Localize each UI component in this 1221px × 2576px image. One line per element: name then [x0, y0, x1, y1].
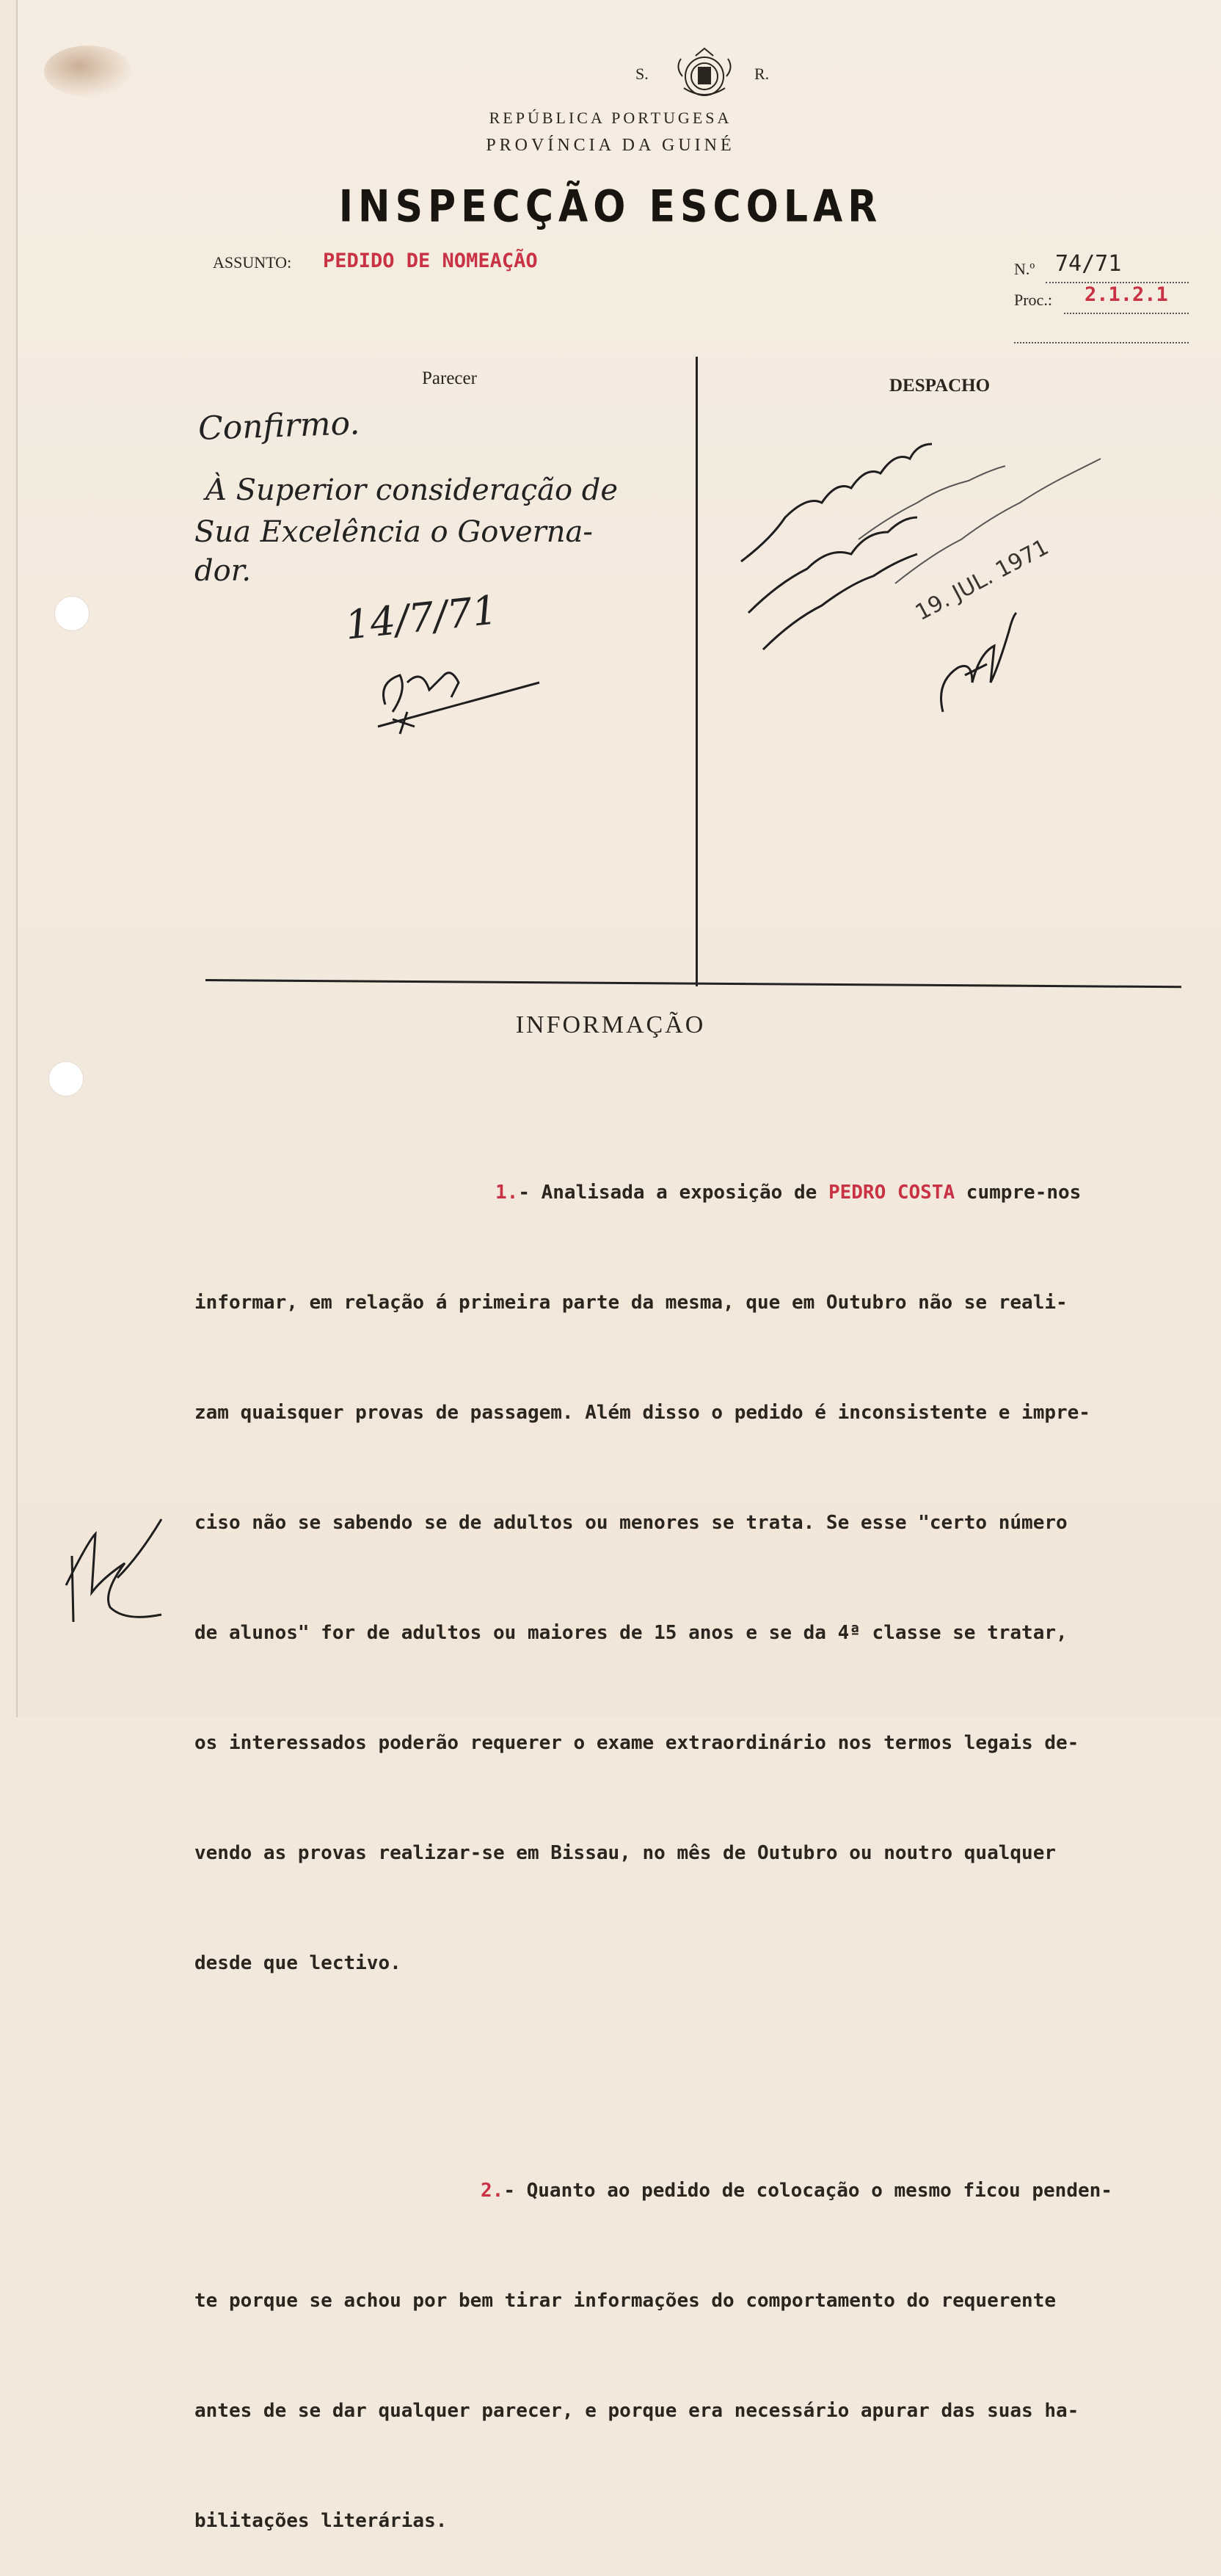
- para2-line: te porque se achou por bem tirar informações do comportamento do requerente: [194, 2290, 1056, 2312]
- coat-of-arms-icon: [668, 46, 741, 104]
- parecer-label: Parecer: [422, 368, 477, 388]
- para1-line: os interessados poderão requerer o exame extraordinário nos termos legais de-: [194, 1732, 1079, 1754]
- despacho-signature: [928, 609, 1024, 719]
- proc-dotted-line: [1064, 313, 1189, 314]
- para1-first-line: [194, 1174, 1214, 1211]
- proc-value: 2.1.2.1: [1085, 283, 1168, 306]
- page-title: INSPECÇÃO ESCOLAR: [338, 181, 883, 233]
- parecer-handwriting-line-3: Sua Excelência o Governa-: [194, 515, 593, 549]
- header-republica: REPÚBLICA PORTUGESA: [489, 109, 732, 127]
- parecer-handwritten-date: 14/7/71: [343, 586, 500, 649]
- assunto-label: ASSUNTO:: [213, 253, 292, 272]
- column-divider: [696, 357, 698, 986]
- paragraph-gap: [194, 2055, 1214, 2099]
- despacho-handwriting: [726, 400, 1108, 664]
- assunto-value: PEDIDO DE NOMEAÇÃO: [323, 250, 538, 272]
- para1-line: vendo as provas realizar-se em Bissau, no mês de Outubro ou noutro qualquer: [194, 1842, 1056, 1864]
- parecer-handwriting-line-2: À Superior consideração de: [205, 473, 619, 507]
- punch-hole-top: [54, 596, 90, 631]
- proc-label: Proc.:: [1014, 291, 1052, 309]
- para1-text-b: cumpre-nos: [955, 1182, 1082, 1204]
- margin-initials: [51, 1497, 176, 1629]
- informacao-body: [194, 1101, 1214, 2576]
- para1-line: desde que lectivo.: [194, 1952, 401, 1974]
- para1-line: ciso não se sabendo se de adultos ou menores se trata. Se esse "certo número: [194, 1512, 1068, 1534]
- parecer-handwriting-line-1: Confirmo.: [197, 404, 361, 448]
- numero-value: 74/71: [1055, 251, 1122, 277]
- numero-label: N.º: [1014, 260, 1035, 278]
- para1-line: zam quaisquer provas de passagem. Além disso o pedido é inconsistente e impre-: [194, 1402, 1090, 1424]
- para2-line: bilitações literárias.: [194, 2510, 448, 2532]
- para2-number: 2.: [481, 2180, 504, 2202]
- despacho-label: DESPACHO: [889, 376, 991, 396]
- punch-hole-bottom: [48, 1061, 84, 1096]
- para1-name: PEDRO COSTA: [828, 1182, 955, 1204]
- para1-line: de alunos" for de adultos ou maiores de 15 anos e se da 4ª classe se tratar,: [194, 1622, 1068, 1644]
- header-right-letter: R.: [754, 65, 770, 83]
- parecer-handwriting-line-4: dor.: [194, 554, 252, 588]
- paper-stain: [44, 46, 132, 97]
- extra-dotted-line: [1014, 342, 1189, 343]
- header-provincia: PROVÍNCIA DA GUINÉ: [486, 136, 735, 155]
- informacao-title: INFORMAÇÃO: [515, 1011, 706, 1038]
- para1-number: 1.: [495, 1182, 519, 1204]
- header-left-letter: S.: [635, 65, 649, 83]
- para2-line: antes de se dar qualquer parecer, e porque era necessário apurar das suas ha-: [194, 2400, 1079, 2422]
- para2-text: - Quanto ao pedido de colocação o mesmo ficou penden-: [503, 2180, 1112, 2202]
- parecer-signature: [363, 653, 554, 741]
- para2-first-line: [194, 2172, 1214, 2209]
- para1-text-a: - Analisada a exposição de: [518, 1182, 828, 1204]
- despacho-date-stamp: 19. JUL. 1971: [911, 534, 1053, 626]
- para1-line: informar, em relação á primeira parte da mesma, que em Outubro não se reali-: [194, 1292, 1068, 1314]
